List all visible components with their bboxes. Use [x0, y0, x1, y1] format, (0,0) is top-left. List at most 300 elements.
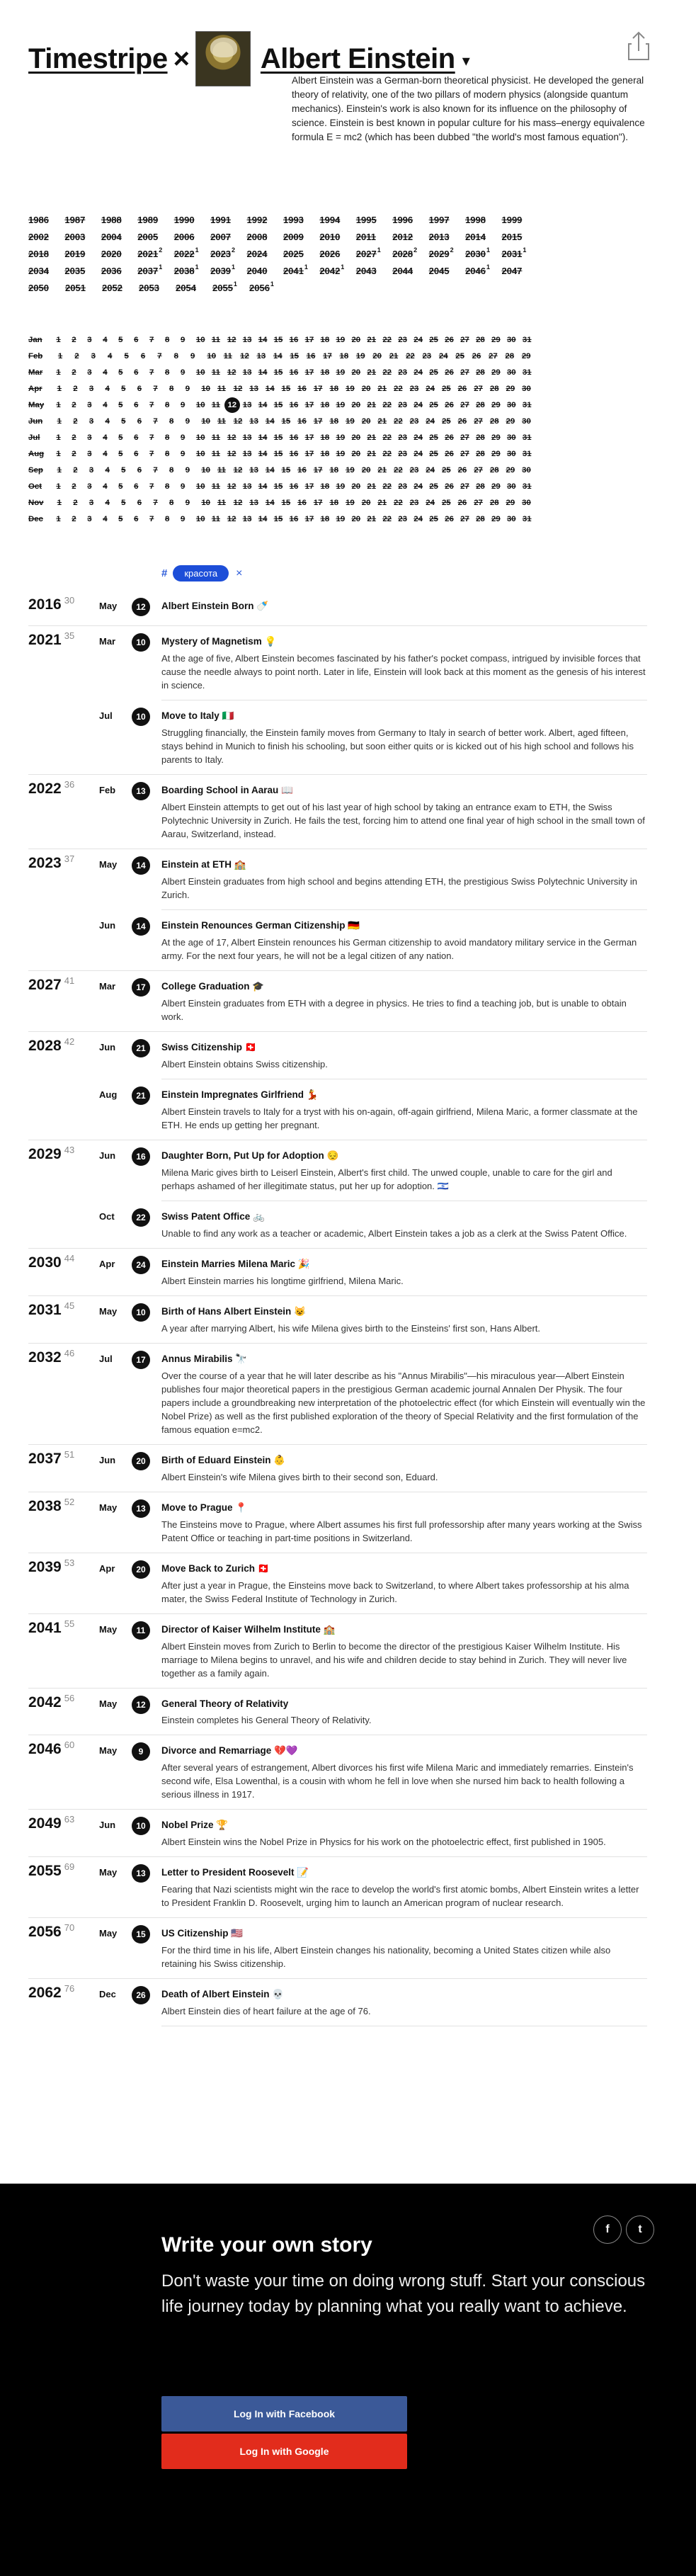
day-cell[interactable]: 9	[180, 433, 186, 442]
entry-title[interactable]: Nobel Prize 🏆	[161, 1820, 229, 1830]
day-cell[interactable]: 17	[304, 335, 314, 344]
day-cell[interactable]: 14	[265, 384, 275, 393]
twitter-icon[interactable]: t	[626, 2215, 654, 2244]
day-cell[interactable]: 14	[258, 400, 268, 409]
day-cell[interactable]: 5	[118, 449, 123, 458]
day-cell[interactable]: 2	[73, 465, 78, 475]
day-cell[interactable]: 15	[273, 400, 283, 409]
day-cell[interactable]: 23	[422, 351, 432, 361]
day-cell[interactable]: 9	[180, 482, 186, 491]
day-cell[interactable]: 28	[476, 335, 485, 344]
day-cell[interactable]: 8	[165, 482, 170, 491]
day-cell[interactable]: 25	[429, 482, 438, 491]
day-cell[interactable]: 23	[398, 335, 407, 344]
day-cell[interactable]: 3	[87, 449, 92, 458]
day-cell[interactable]: 23	[398, 514, 407, 523]
day-cell[interactable]: 11	[211, 433, 220, 442]
day-cell[interactable]: 12	[240, 351, 249, 361]
day-cell[interactable]: 29	[491, 514, 501, 523]
day-cell[interactable]: 1	[57, 465, 62, 475]
day-cell[interactable]: 26	[457, 498, 467, 507]
year-cell[interactable]: 2056 1	[249, 280, 274, 293]
day-cell[interactable]: 24	[426, 498, 435, 507]
day-cell[interactable]: 5	[121, 384, 126, 393]
day-cell[interactable]: 22	[382, 335, 392, 344]
day-cell[interactable]: 27	[460, 400, 469, 409]
day-cell[interactable]: 11	[211, 368, 220, 377]
day-cell[interactable]: 25	[455, 351, 464, 361]
day-cell[interactable]: 26	[445, 449, 454, 458]
day-cell[interactable]: 24	[413, 514, 423, 523]
day-cell[interactable]: 21	[367, 368, 377, 377]
day-cell[interactable]: 16	[297, 498, 307, 507]
day-cell[interactable]: 9	[180, 400, 186, 409]
day-cell[interactable]: 10	[195, 514, 205, 523]
day-cell[interactable]: 9	[190, 351, 195, 361]
day-cell[interactable]: 31	[522, 433, 532, 442]
year-cell[interactable]: 2002	[28, 231, 49, 242]
entry-day-badge[interactable]: 12	[132, 598, 150, 616]
entry-title[interactable]: Mystery of Magnetism 💡	[161, 636, 277, 647]
day-cell[interactable]: 25	[429, 433, 438, 442]
day-cell[interactable]: 31	[522, 368, 532, 377]
day-cell[interactable]: 17	[304, 433, 314, 442]
day-cell[interactable]: 4	[105, 465, 110, 475]
day-cell[interactable]: 20	[351, 433, 361, 442]
year-cell[interactable]: 2021 2	[137, 246, 163, 259]
day-cell[interactable]: 13	[242, 482, 252, 491]
day-cell[interactable]: 30	[506, 400, 516, 409]
entry-day-badge[interactable]: 20	[132, 1452, 150, 1470]
brand-logo[interactable]: Timestripe	[28, 42, 168, 74]
day-cell[interactable]: 20	[361, 465, 371, 475]
day-cell[interactable]: 27	[474, 465, 483, 475]
day-cell[interactable]: 26	[445, 368, 454, 377]
day-cell[interactable]: 6	[134, 482, 139, 491]
day-cell[interactable]: 21	[367, 400, 377, 409]
day-cell[interactable]: 30	[506, 449, 516, 458]
day-cell[interactable]: 11	[217, 498, 227, 507]
entry-title[interactable]: US Citizenship 🇺🇸	[161, 1928, 244, 1939]
day-cell[interactable]: 15	[281, 498, 291, 507]
day-cell[interactable]: 22	[394, 465, 403, 475]
day-cell[interactable]: 27	[460, 514, 469, 523]
day-cell[interactable]: 2	[73, 384, 78, 393]
chevron-down-icon[interactable]: ▾	[462, 52, 470, 69]
day-cell[interactable]: 17	[313, 465, 323, 475]
day-cell[interactable]: 28	[489, 465, 499, 475]
day-cell[interactable]: 22	[394, 384, 403, 393]
day-cell[interactable]: 16	[297, 465, 307, 475]
day-cell[interactable]: 19	[355, 351, 365, 361]
day-cell[interactable]: 19	[346, 384, 355, 393]
day-cell[interactable]: 26	[445, 433, 454, 442]
day-cell[interactable]: 14	[258, 514, 268, 523]
facebook-login-button[interactable]: Log In with Facebook	[161, 2396, 407, 2432]
day-cell[interactable]: 26	[457, 465, 467, 475]
day-cell[interactable]: 6	[134, 335, 139, 344]
day-cell[interactable]: 21	[367, 514, 377, 523]
year-cell[interactable]: 1993	[283, 214, 304, 225]
day-cell[interactable]: 4	[103, 433, 108, 442]
day-cell[interactable]: 6	[134, 514, 139, 523]
day-cell[interactable]: 20	[351, 482, 361, 491]
day-cell[interactable]: 4	[103, 449, 108, 458]
year-cell[interactable]: 2046 1	[465, 263, 490, 276]
day-cell[interactable]: 18	[329, 416, 339, 426]
year-cell[interactable]: 2004	[101, 231, 122, 242]
day-cell[interactable]: 26	[445, 400, 454, 409]
day-cell[interactable]: 24	[426, 384, 435, 393]
day-cell[interactable]: 26	[457, 384, 467, 393]
day-cell[interactable]: 29	[506, 465, 515, 475]
day-cell[interactable]: 8	[169, 384, 174, 393]
day-cell[interactable]: 10	[195, 433, 205, 442]
day-cell[interactable]: 16	[289, 368, 299, 377]
day-cell[interactable]: 6	[137, 498, 142, 507]
day-cell[interactable]: 8	[165, 433, 170, 442]
day-cell[interactable]: 11	[211, 449, 220, 458]
day-cell[interactable]: 5	[121, 465, 126, 475]
entry-day-badge[interactable]: 13	[132, 1864, 150, 1883]
year-cell[interactable]: 2047	[501, 265, 523, 276]
day-cell[interactable]: 29	[506, 384, 515, 393]
year-cell[interactable]: 2036	[101, 265, 122, 276]
day-cell[interactable]: 29	[491, 449, 501, 458]
year-cell[interactable]: 1994	[319, 214, 341, 225]
day-cell[interactable]: 21	[377, 498, 387, 507]
year-cell[interactable]: 2055 1	[212, 280, 237, 293]
entry-title[interactable]: Birth of Hans Albert Einstein 😺	[161, 1306, 306, 1317]
day-cell[interactable]: 13	[242, 514, 252, 523]
day-cell[interactable]: 12	[233, 384, 243, 393]
day-cell[interactable]: 19	[336, 449, 346, 458]
day-cell[interactable]: 19	[336, 482, 346, 491]
year-cell[interactable]: 2022 1	[173, 246, 199, 259]
day-cell[interactable]: 12	[227, 482, 236, 491]
day-cell[interactable]: 23	[398, 433, 407, 442]
day-cell[interactable]: 3	[89, 416, 94, 426]
day-cell[interactable]: 8	[169, 416, 174, 426]
entry-day-badge[interactable]: 13	[132, 1499, 150, 1518]
day-cell[interactable]: 25	[429, 400, 438, 409]
year-cell[interactable]: 1986	[28, 214, 49, 225]
year-cell[interactable]: 1989	[137, 214, 159, 225]
day-cell[interactable]: 19	[336, 335, 346, 344]
day-cell[interactable]: 7	[149, 514, 154, 523]
day-cell[interactable]: 9	[180, 335, 186, 344]
day-cell[interactable]: 17	[313, 416, 323, 426]
day-cell[interactable]: 7	[149, 335, 154, 344]
day-cell[interactable]: 11	[211, 335, 220, 344]
day-cell[interactable]: 19	[336, 400, 346, 409]
day-cell[interactable]: 13	[249, 384, 258, 393]
day-cell[interactable]: 10	[201, 465, 210, 475]
day-cell[interactable]: 7	[153, 384, 158, 393]
day-cell[interactable]: 2	[74, 351, 79, 361]
day-cell[interactable]: 28	[476, 449, 485, 458]
day-cell[interactable]: 9	[180, 368, 186, 377]
year-cell[interactable]: 2008	[246, 231, 268, 242]
year-cell[interactable]: 2039 1	[210, 263, 236, 276]
year-cell[interactable]: 2054	[176, 282, 196, 293]
day-cell[interactable]: 24	[426, 465, 435, 475]
day-cell[interactable]: 22	[406, 351, 415, 361]
day-cell[interactable]: 9	[185, 416, 190, 426]
day-cell[interactable]: 1	[56, 449, 61, 458]
day-cell[interactable]: 12	[227, 368, 236, 377]
year-cell[interactable]: 2005	[137, 231, 159, 242]
day-cell[interactable]: 23	[398, 400, 407, 409]
day-cell[interactable]: 15	[273, 482, 283, 491]
day-cell[interactable]: 27	[474, 416, 483, 426]
day-cell[interactable]: 19	[346, 416, 355, 426]
entry-title[interactable]: Move to Prague 📍	[161, 1502, 248, 1513]
entry-title[interactable]: Divorce and Remarriage 💔💜	[161, 1745, 298, 1756]
day-cell[interactable]: 21	[367, 433, 377, 442]
day-cell[interactable]: 30	[506, 514, 516, 523]
day-cell[interactable]: 30	[506, 433, 516, 442]
day-cell[interactable]: 10	[195, 368, 205, 377]
day-cell[interactable]: 13	[242, 400, 252, 409]
day-cell[interactable]: 10	[201, 416, 210, 426]
day-cell[interactable]: 10	[195, 335, 205, 344]
day-cell[interactable]: 13	[249, 416, 258, 426]
year-cell[interactable]: 2007	[210, 231, 232, 242]
day-cell[interactable]: 7	[153, 498, 158, 507]
day-cell[interactable]: 7	[149, 433, 154, 442]
day-cell[interactable]: 5	[121, 416, 126, 426]
year-cell[interactable]: 2027 1	[355, 246, 381, 259]
day-cell[interactable]: 31	[522, 449, 532, 458]
year-cell[interactable]: 2050	[28, 282, 49, 293]
day-cell[interactable]: 15	[273, 433, 283, 442]
year-cell[interactable]: 2043	[355, 265, 377, 276]
year-cell[interactable]: 1991	[210, 214, 232, 225]
day-cell[interactable]: 4	[103, 368, 108, 377]
day-cell[interactable]: 14	[265, 416, 275, 426]
day-cell[interactable]: 17	[313, 498, 323, 507]
day-cell[interactable]: 25	[429, 514, 438, 523]
day-cell[interactable]: 28	[476, 433, 485, 442]
year-cell[interactable]: 2014	[465, 231, 486, 242]
entry-day-badge[interactable]: 14	[132, 917, 150, 936]
day-cell[interactable]: 3	[87, 400, 92, 409]
day-cell[interactable]: 8	[169, 465, 174, 475]
day-cell[interactable]: 10	[195, 400, 205, 409]
day-cell[interactable]: 17	[304, 482, 314, 491]
day-cell[interactable]: 17	[304, 449, 314, 458]
year-cell[interactable]: 2011	[355, 231, 376, 242]
day-cell[interactable]: 18	[320, 433, 330, 442]
day-cell[interactable]: 21	[389, 351, 399, 361]
day-cell[interactable]: 29	[491, 433, 501, 442]
year-cell[interactable]: 2045	[428, 265, 450, 276]
day-cell[interactable]: 12	[227, 514, 236, 523]
day-cell[interactable]: 14	[258, 449, 268, 458]
day-cell[interactable]: 16	[289, 433, 299, 442]
day-cell[interactable]: 2	[72, 368, 76, 377]
day-cell[interactable]: 18	[339, 351, 349, 361]
day-cell[interactable]: 24	[413, 449, 423, 458]
day-cell[interactable]: 7	[149, 482, 154, 491]
day-cell[interactable]: 21	[377, 465, 387, 475]
entry-title[interactable]: Death of Albert Einstein 💀	[161, 1989, 285, 1999]
day-cell[interactable]: 3	[89, 384, 94, 393]
day-cell[interactable]: 16	[289, 449, 299, 458]
day-cell[interactable]: 19	[336, 368, 346, 377]
day-cell[interactable]: 30	[522, 384, 531, 393]
day-cell[interactable]: 21	[367, 335, 377, 344]
day-cell[interactable]: 25	[441, 498, 451, 507]
day-cell[interactable]: 6	[134, 400, 139, 409]
day-cell[interactable]: 12	[227, 449, 236, 458]
entry-title[interactable]: Director of Kaiser Wilhelm Institute 🏫	[161, 1624, 336, 1635]
day-cell[interactable]: 1	[57, 416, 62, 426]
person-name[interactable]: Albert Einstein	[260, 42, 455, 74]
day-cell[interactable]: 29	[506, 416, 515, 426]
day-cell[interactable]: 30	[506, 482, 516, 491]
day-cell[interactable]: 8	[165, 514, 170, 523]
entry-day-badge[interactable]: 11	[132, 1621, 150, 1640]
entry-day-badge[interactable]: 10	[132, 708, 150, 726]
day-cell[interactable]: 15	[273, 368, 283, 377]
year-cell[interactable]: 2031 1	[501, 246, 527, 259]
entry-title[interactable]: Swiss Citizenship 🇨🇭	[161, 1042, 257, 1052]
year-cell[interactable]: 1998	[465, 214, 486, 225]
day-cell[interactable]: 26	[457, 416, 467, 426]
entry-day-badge[interactable]: 13	[132, 782, 150, 800]
day-cell[interactable]: 26	[445, 335, 454, 344]
entry-title[interactable]: Einstein Marries Milena Maric 🎉	[161, 1259, 310, 1269]
entry-day-badge[interactable]: 20	[132, 1560, 150, 1579]
day-cell[interactable]: 22	[382, 482, 392, 491]
day-cell[interactable]: 19	[336, 514, 346, 523]
year-cell[interactable]: 2019	[64, 248, 86, 259]
day-cell[interactable]: 16	[289, 482, 299, 491]
day-cell[interactable]: 1	[56, 335, 61, 344]
day-cell[interactable]: 10	[195, 482, 205, 491]
day-cell[interactable]: 29	[521, 351, 531, 361]
day-cell[interactable]: 23	[409, 384, 419, 393]
day-cell[interactable]: 9	[185, 384, 190, 393]
day-cell[interactable]: 6	[140, 351, 146, 361]
year-cell[interactable]: 2051	[65, 282, 86, 293]
entry-day-badge[interactable]: 21	[132, 1086, 150, 1105]
year-cell[interactable]: 2034	[28, 265, 49, 276]
day-cell[interactable]: 3	[87, 514, 92, 523]
day-cell[interactable]: 5	[118, 514, 123, 523]
google-login-button[interactable]: Log In with Google	[161, 2434, 407, 2469]
entry-title[interactable]: Swiss Patent Office 🚲	[161, 1211, 265, 1222]
year-cell[interactable]: 2024	[246, 248, 268, 259]
entry-day-badge[interactable]: 17	[132, 978, 150, 997]
day-cell[interactable]: 14	[258, 482, 268, 491]
day-cell[interactable]: 4	[108, 351, 113, 361]
year-cell[interactable]: 2035	[64, 265, 86, 276]
day-cell[interactable]: 25	[441, 384, 451, 393]
year-cell[interactable]: 2040	[246, 265, 268, 276]
day-cell[interactable]: 15	[273, 449, 283, 458]
day-cell[interactable]: 18	[320, 514, 330, 523]
day-cell[interactable]: 8	[165, 335, 170, 344]
day-cell[interactable]: 17	[323, 351, 332, 361]
day-cell[interactable]: 31	[522, 400, 532, 409]
day-cell[interactable]: 30	[522, 416, 531, 426]
day-cell[interactable]: 12	[233, 465, 243, 475]
day-cell[interactable]: 22	[394, 498, 403, 507]
day-cell[interactable]: 4	[103, 335, 108, 344]
day-cell[interactable]: 16	[297, 416, 307, 426]
entry-title[interactable]: Move Back to Zurich 🇨🇭	[161, 1563, 270, 1574]
day-cell[interactable]: 18	[329, 384, 339, 393]
entry-day-badge[interactable]: 24	[132, 1256, 150, 1274]
day-cell[interactable]: 18	[320, 335, 330, 344]
entry-title[interactable]: Letter to President Roosevelt 📝	[161, 1867, 309, 1878]
day-cell[interactable]: 14	[265, 465, 275, 475]
day-cell[interactable]: 27	[474, 498, 483, 507]
day-cell[interactable]: 25	[429, 449, 438, 458]
year-cell[interactable]: 2030 1	[465, 246, 490, 259]
day-cell[interactable]: 27	[460, 335, 469, 344]
day-cell[interactable]: 20	[351, 335, 361, 344]
entry-title[interactable]: Daughter Born, Put Up for Adoption 😔	[161, 1150, 339, 1161]
day-cell[interactable]: 8	[165, 368, 170, 377]
year-cell[interactable]: 2052	[102, 282, 122, 293]
day-cell[interactable]: 31	[522, 514, 532, 523]
day-cell[interactable]: 27	[474, 384, 483, 393]
day-cell[interactable]: 5	[124, 351, 129, 361]
day-cell[interactable]: 18	[329, 498, 339, 507]
day-cell[interactable]: 13	[242, 368, 252, 377]
day-cell[interactable]: 9	[185, 465, 190, 475]
day-cell[interactable]: 26	[445, 514, 454, 523]
year-cell[interactable]: 1996	[392, 214, 413, 225]
day-cell[interactable]: 30	[522, 498, 531, 507]
day-cell[interactable]: 21	[377, 384, 387, 393]
day-cell[interactable]: 10	[201, 384, 210, 393]
day-cell[interactable]: 24	[426, 416, 435, 426]
day-cell[interactable]: 22	[382, 514, 392, 523]
day-cell[interactable]: 16	[306, 351, 316, 361]
day-cell[interactable]: 11	[211, 514, 220, 523]
day-cell[interactable]: 29	[491, 400, 501, 409]
day-cell[interactable]: 23	[409, 416, 419, 426]
day-cell[interactable]: 21	[377, 416, 387, 426]
day-cell[interactable]: 9	[180, 514, 186, 523]
day-cell[interactable]: 6	[134, 433, 139, 442]
entry-day-badge[interactable]: 26	[132, 1986, 150, 2004]
day-cell[interactable]: 1	[56, 368, 61, 377]
day-cell[interactable]: 20	[361, 384, 371, 393]
day-cell[interactable]: 3	[89, 498, 94, 507]
day-cell[interactable]: 8	[165, 449, 170, 458]
day-cell[interactable]: 23	[409, 498, 419, 507]
day-cell[interactable]: 1	[57, 384, 62, 393]
tag-chip[interactable]: красота	[173, 565, 229, 581]
year-cell[interactable]: 2029 2	[428, 246, 454, 259]
day-cell[interactable]: 28	[476, 400, 485, 409]
entry-title[interactable]: Birth of Eduard Einstein 👶	[161, 1455, 286, 1465]
day-cell[interactable]: 20	[351, 514, 361, 523]
year-cell[interactable]: 2018	[28, 248, 49, 259]
day-cell[interactable]: 11	[217, 384, 227, 393]
entry-title[interactable]: Annus Mirabilis 🔭	[161, 1354, 248, 1364]
day-cell[interactable]: 20	[351, 449, 361, 458]
day-cell[interactable]: 10	[207, 351, 217, 361]
day-cell[interactable]: 16	[289, 335, 299, 344]
day-cell[interactable]: 15	[281, 384, 291, 393]
